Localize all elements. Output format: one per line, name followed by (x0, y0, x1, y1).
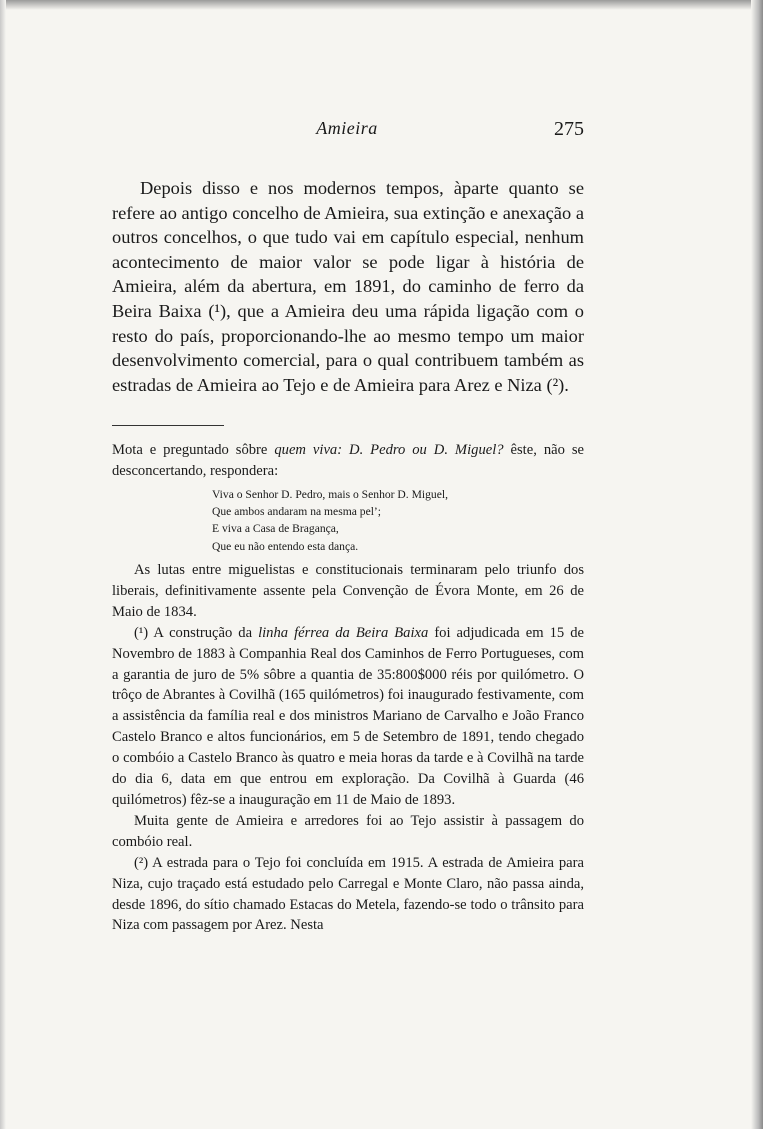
main-text (112, 176, 584, 397)
continuation-quote: quem viva: D. Pedro ou D. Miguel? (274, 442, 504, 458)
page-edge-right (751, 0, 763, 1129)
page-edge-shadow (0, 0, 763, 10)
verse-quote (212, 486, 584, 555)
footnote-continuation (112, 440, 584, 482)
continuation-tail: êste, não se desconcertando, respondera: (112, 442, 584, 479)
page-number: 275 (554, 118, 584, 140)
footnote-1-lead: A construção da (148, 624, 259, 641)
running-head: Amieira (316, 118, 378, 138)
footnotes (112, 440, 584, 936)
footnote-rule (112, 425, 224, 426)
footnote-2 (112, 853, 584, 937)
verse-line: E viva a Casa de Bragança, (212, 522, 339, 536)
footnote-1-rest: foi adjudicada em 15 de Novembro de 1883 à Companhia Real dos Caminhos de Ferro Portugueses, com a garantia de juro de 5% sôbre a quantia de 35:800$000 réis por quilómetro. O trôço de Abrantes à Covilhã (165 quilómetros) foi inaugurado festivamente, com a assistência da família real e dos ministros Mariano de Carvalho e João Franco Castelo Branco e altos funcionários, em 5 de Setembro de 1891, tendo chegado o combóio a Castelo Branco às quatro e meia horas da tarde e à Covilhã na tarde do dia 6, data em que entrou em exploração. Da Covilhã à Guarda (46 quilómetros) fêz-se a inauguração em 11 de Maio de 1893. (112, 624, 584, 808)
footnote-2-text: A estrada para o Tejo foi concluída em 1915. A estrada de Amieira para Niza, cujo traçado está estudado pelo Carregal e Monte Claro, não passa ainda, desde 1896, do sítio chamado Estacas do Metela, fazendo-se todo o trânsito para Niza com passagem por Arez. Nesta (112, 854, 584, 934)
page-edge-left (0, 0, 6, 1129)
main-paragraph: Depois disso e nos modernos tempos, àparte quanto se refere ao antigo concelho de Amieira, sua extinção e anexação a outros concelhos, o que tudo vai em capítulo especial, nenhum acontecimento de maior valor se pode ligar à história de Amieira, além da abertura, em 1891, do caminho de ferro da Beira Baixa (¹), que a Amieira deu uma rápida ligação com o resto do país, proporcionando-lhe ao mesmo tempo um maior desenvolvimento comercial, para o qual contribuem também as estradas de Amieira ao Tejo e de Amieira para Arez e Niza (²). (112, 178, 584, 395)
verse-line: Que eu não entendo esta dança. (212, 539, 359, 553)
verse-line: Que ambos andaram na mesma pel’; (212, 505, 382, 519)
footnote-1-marker: (¹) (134, 624, 149, 641)
footnote-1-italic: linha férrea da Beira Baixa (258, 624, 429, 641)
footnote-1-extra: Muita gente de Amieira e arredores foi ao Tejo assistir à passagem do combóio real. (112, 812, 584, 850)
continuation-lead: Mota e preguntado sôbre (112, 442, 275, 458)
footnote-after-verse: As lutas entre miguelistas e constitucionais terminaram pelo triunfo dos liberais, definitivamente assente pela Convenção de Évora Monte, em 26 de Maio de 1834. (112, 562, 584, 620)
footnote-2-marker: (²) (134, 854, 149, 871)
verse-line: Viva o Senhor D. Pedro, mais o Senhor D. Miguel, (212, 487, 448, 501)
footnote-1 (112, 623, 584, 811)
page-header (110, 118, 584, 144)
